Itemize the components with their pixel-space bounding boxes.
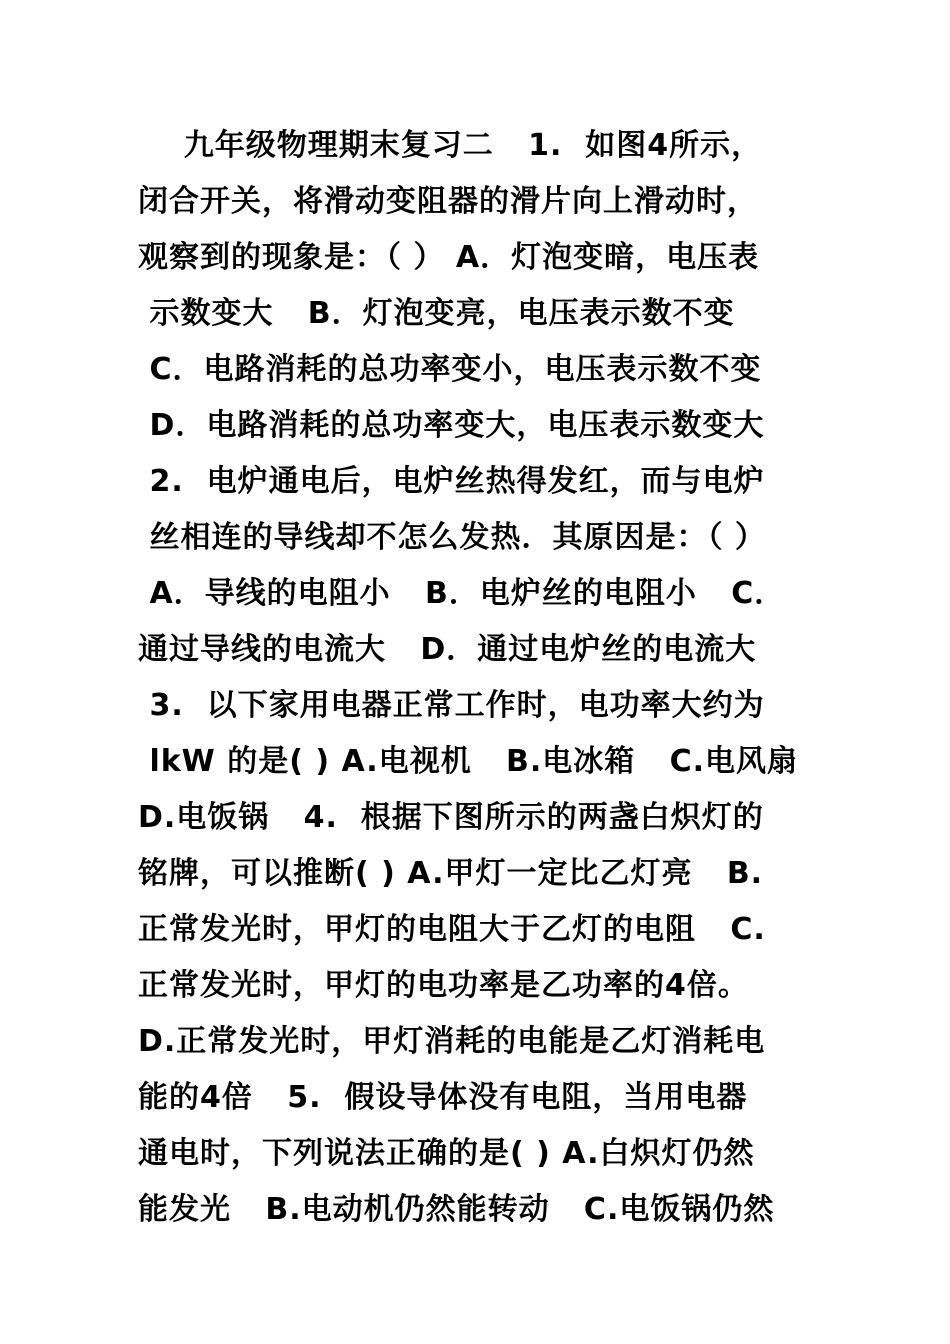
text-line-1: 九年级物理期末复习二 1. 如图4所示， xyxy=(138,128,763,163)
text-line-15: 正常发光时，甲灯的电阻大于乙灯的电阻 C. xyxy=(138,912,766,947)
text-line-9: A．导线的电阻小 B．电炉丝的电阻小 C． xyxy=(138,576,786,611)
text-line-17: D.正常发光时，甲灯消耗的电能是乙灯消耗电 xyxy=(138,1024,766,1059)
text-line-14: 铭牌，可以推断( ) A.甲灯一定比乙灯亮 B. xyxy=(138,856,764,891)
text-line-10: 通过导线的电流大 D．通过电炉丝的电流大 xyxy=(138,632,757,667)
text-line-13: D.电饭锅 4. 根据下图所示的两盏白炽灯的 xyxy=(138,800,764,835)
text-line-2: 闭合开关，将滑动变阻器的滑片向上滑动时， xyxy=(138,184,758,219)
text-line-12: lkW 的是( ) A.电视机 B.电冰箱 C.电风扇 xyxy=(138,744,799,779)
text-line-4: 示数变大 B．灯泡变亮，电压表示数不变 xyxy=(138,296,735,331)
text-line-16: 正常发光时，甲灯的电功率是乙功率的4倍。 xyxy=(138,968,749,1003)
text-line-18: 能的4倍 5. 假设导体没有电阻，当用电器 xyxy=(138,1080,748,1115)
text-line-20: 能发光 B.电动机仍然能转动 C.电饭锅仍然 xyxy=(138,1192,775,1227)
text-line-11: 3. 以下家用电器正常工作时，电功率大约为 xyxy=(138,688,765,723)
text-line-7: 2. 电炉通电后，电炉丝热得发红，而与电炉 xyxy=(138,464,765,499)
text-line-19: 通电时，下列说法正确的是( ) A.白炽灯仍然 xyxy=(138,1136,755,1171)
text-line-3: 观察到的现象是：（ ） A．灯泡变暗，电压表 xyxy=(138,240,760,275)
text-line-5: C．电路消耗的总功率变小，电压表示数不变 xyxy=(138,352,762,387)
text-line-8: 丝相连的导线却不怎么发热．其原因是：（ ） xyxy=(138,520,766,555)
text-line-6: D．电路消耗的总功率变大，电压表示数变大 xyxy=(138,408,765,443)
